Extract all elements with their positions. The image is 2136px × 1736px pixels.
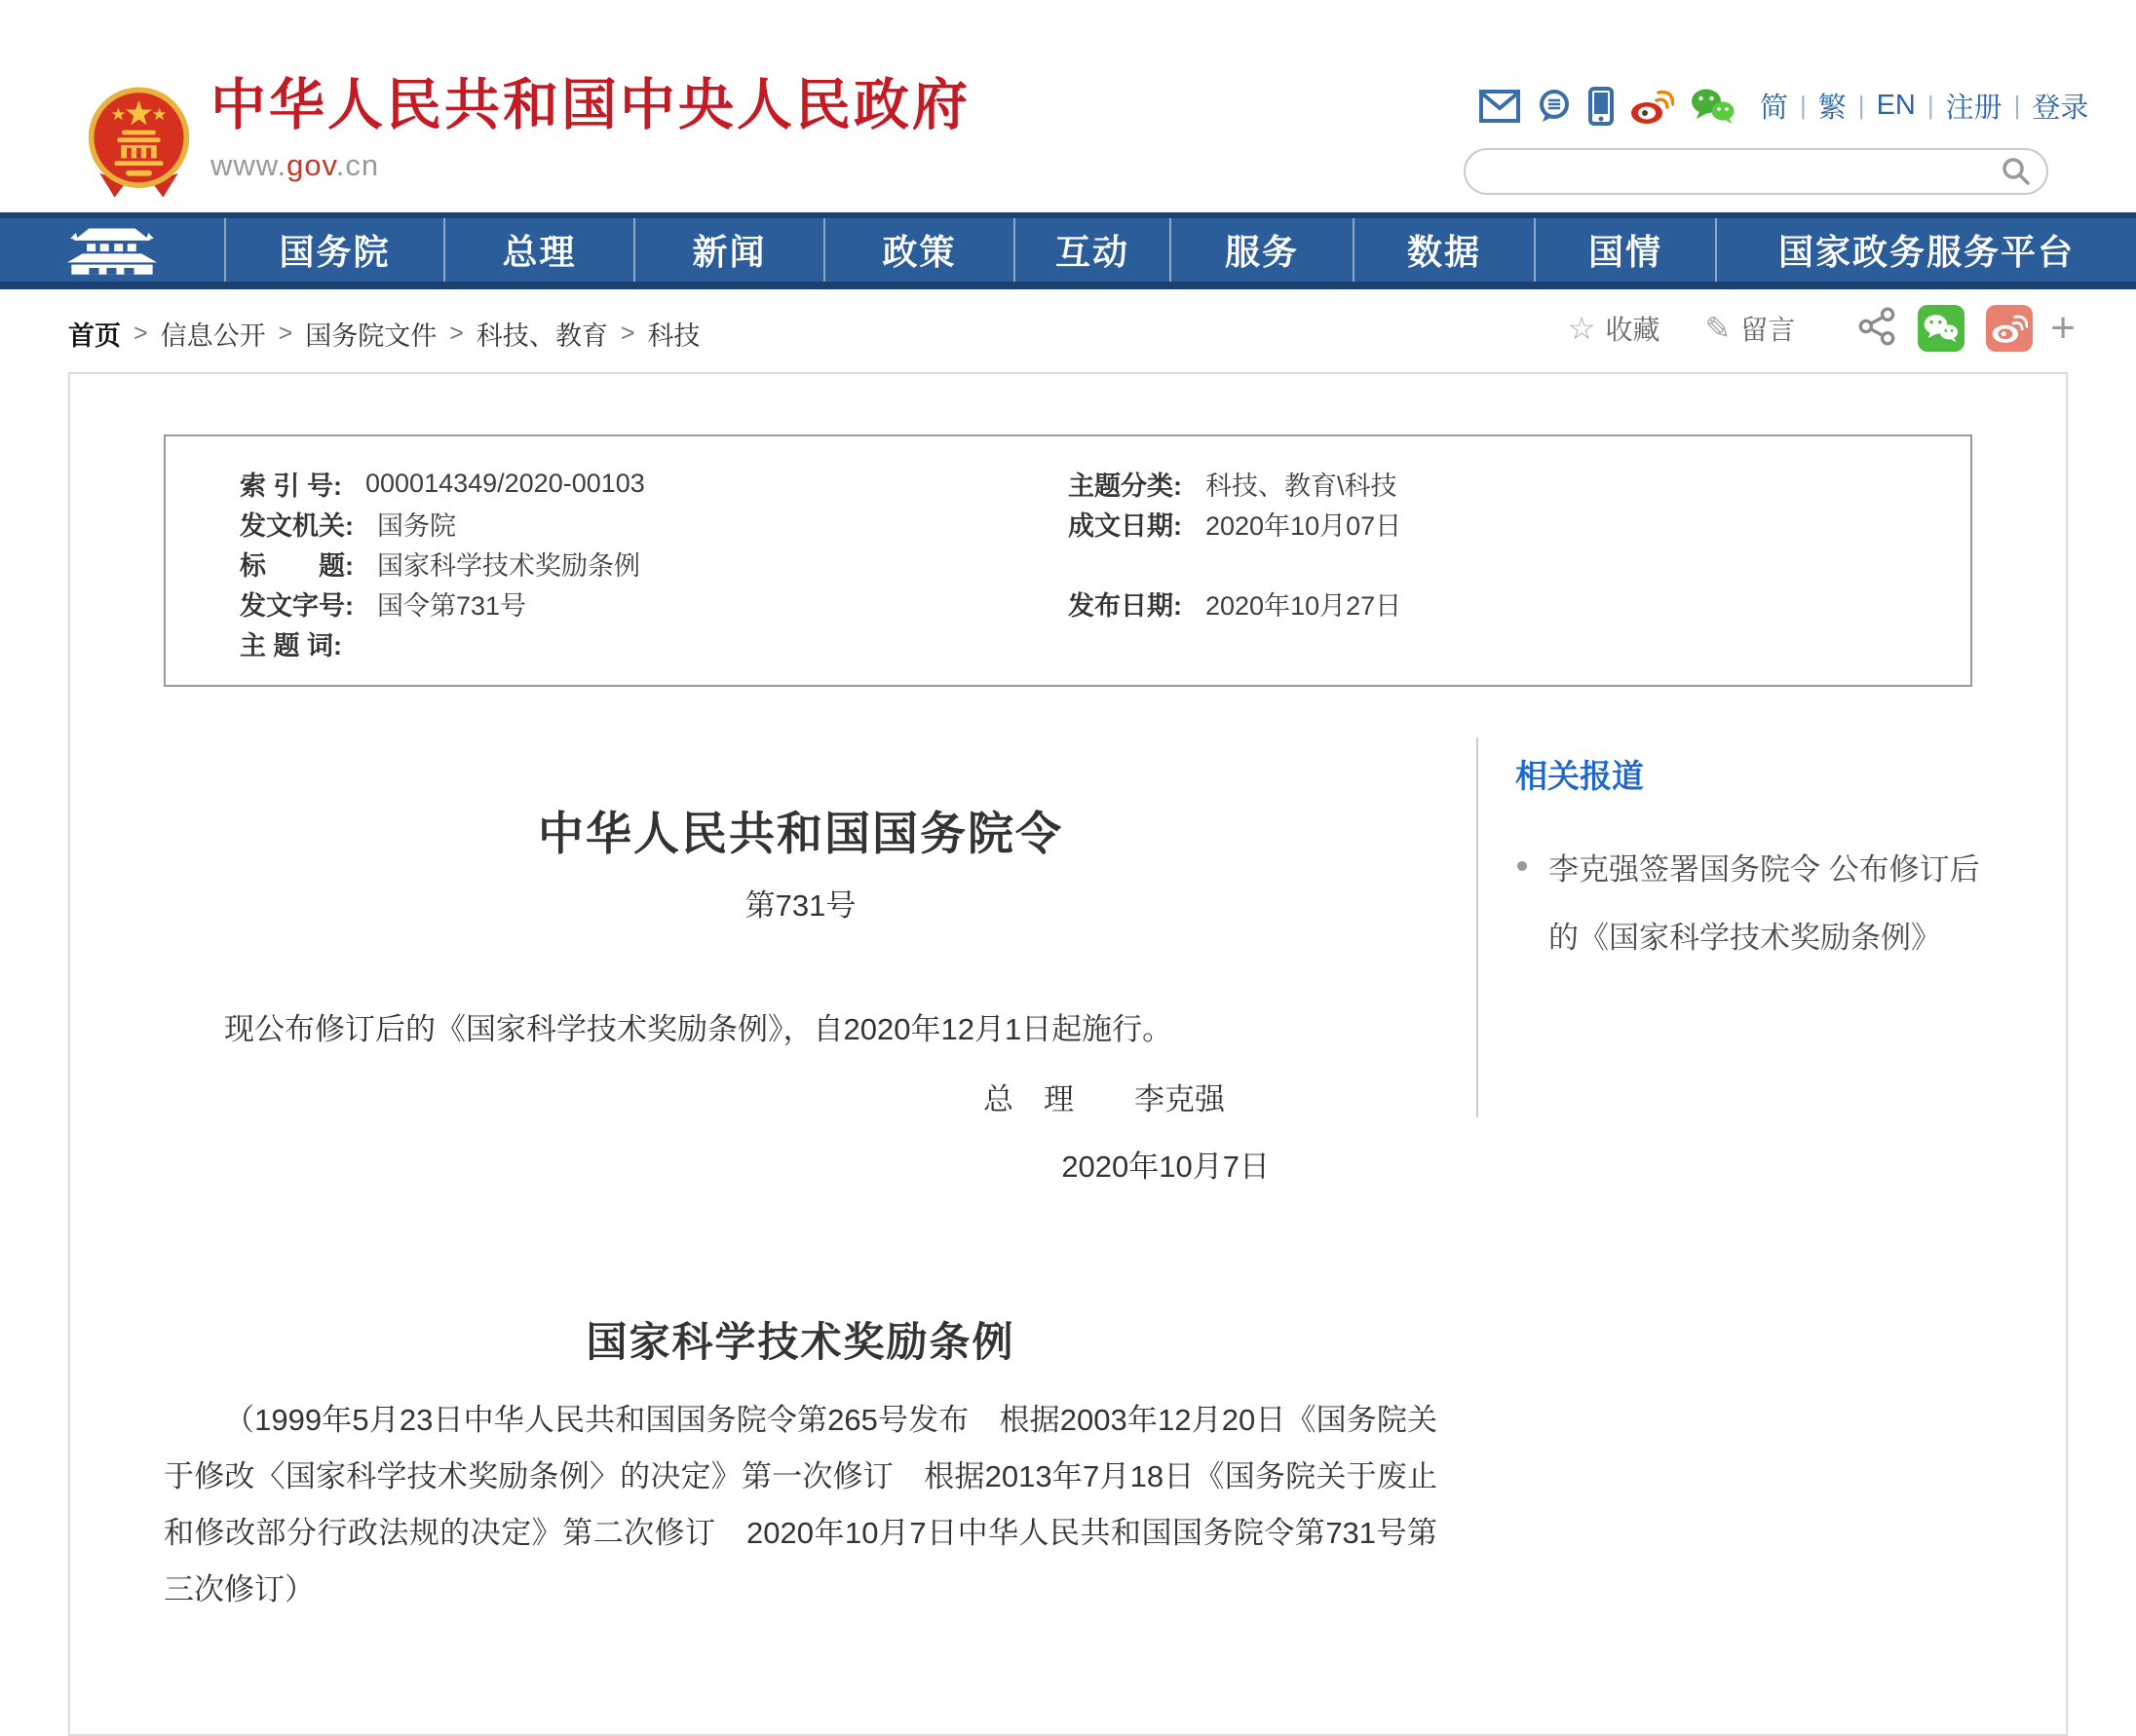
share-icon[interactable] [1857, 307, 1896, 351]
mail-icon[interactable] [1479, 90, 1520, 123]
meta-value-index-number: 000014349/2020-00103 [365, 469, 645, 498]
law-title: 国家科学技术奖励条例 [586, 1319, 1015, 1365]
decree-paragraph: 现公布修订后的《国家科学技术奖励条例》，自2020年12月1日起施行。 [224, 1012, 1173, 1046]
meta-label-issuing-agency: 发文机关: [240, 511, 354, 541]
nav-item-news[interactable]: 新闻 [633, 218, 823, 282]
mobile-phone-icon[interactable] [1588, 87, 1614, 126]
sidebar-list [1515, 836, 2002, 972]
search-input[interactable] [1489, 152, 2000, 191]
signer-line: 总 理 李克强 [983, 1082, 1225, 1116]
wechat-icon[interactable] [1690, 87, 1736, 126]
meta-label-written-date: 成文日期: [1068, 511, 1182, 541]
comment-button[interactable]: ✎ 留言 [1704, 311, 1796, 346]
share-weibo-button[interactable] [1986, 305, 2033, 352]
breadcrumb-state-council-documents[interactable]: 国务院文件 [305, 321, 438, 351]
star-icon: ☆ [1567, 311, 1596, 346]
more-share-button[interactable]: + [2050, 304, 2076, 352]
breadcrumb-sci-tech[interactable]: 科技 [647, 321, 701, 351]
sidebar-title: 相关报道 [1515, 758, 1644, 794]
meta-label-publish-date: 发布日期: [1068, 591, 1182, 621]
decree-title: 中华人民共和国国务院令 [538, 808, 1063, 859]
breadcrumb-sci-tech-education[interactable]: 科技、教育 [476, 321, 608, 351]
site-header [0, 0, 2136, 212]
meta-row [166, 464, 1970, 504]
header-quick-links [1479, 86, 2088, 126]
bullet-icon [1517, 861, 1527, 871]
meta-label-topic-category: 主题分类: [1068, 472, 1182, 501]
meta-row [166, 584, 1970, 623]
related-report-link[interactable]: 李克强签署国务院令 公布修订后的《国家科学技术奖励条例》 [1515, 836, 2002, 972]
decree-number: 第731号 [744, 888, 857, 923]
lang-simplified[interactable]: 简 [1760, 93, 1789, 124]
meta-row [166, 544, 1970, 584]
breadcrumb-home[interactable]: 首页 [68, 321, 121, 351]
breadcrumb-info-disclosure[interactable]: 信息公开 [160, 321, 266, 351]
nav-item-gov-service-platform[interactable]: 国家政务服务平台 [1715, 218, 2136, 282]
favorite-button[interactable]: ☆ 收藏 [1567, 311, 1660, 346]
site-title[interactable]: 中华人民共和国中央人民政府 [210, 74, 971, 136]
nav-item-policy[interactable]: 政策 [823, 218, 1013, 282]
breadcrumb: 首页 > 信息公开 > 国务院文件 > 科技、教育 > 科技 [68, 315, 700, 353]
search-box[interactable] [1464, 148, 2048, 195]
meta-label-index-number: 索 引 号: [240, 472, 342, 501]
breadcrumb-row [0, 289, 2136, 373]
meta-value-written-date: 2020年10月07日 [1205, 511, 1402, 541]
lang-english[interactable]: EN [1876, 90, 1916, 121]
document-meta-table [164, 434, 1972, 687]
document-content-box [68, 372, 2068, 1736]
meta-row [166, 623, 1970, 663]
main-nav [0, 212, 2136, 289]
meta-value-document-number: 国令第731号 [377, 591, 527, 621]
register-link[interactable]: 注册 [1945, 93, 2002, 124]
search-icon[interactable] [2000, 155, 2033, 188]
meta-value-topic-category: 科技、教育\科技 [1205, 472, 1397, 501]
national-emblem-icon [83, 82, 195, 207]
nav-item-services[interactable]: 服务 [1169, 218, 1353, 282]
nav-item-state-council[interactable]: 国务院 [224, 218, 443, 282]
meta-value-publish-date: 2020年10月27日 [1205, 591, 1402, 621]
law-revision-history: （1999年5月23日中华人民共和国国务院令第265号发布 根据2003年12月20日《国务院关于修改〈国家科学技术奖励条例〉的决定》第一次修订 根据2013年7月18日《国务院关于废止和修改部分行政法规的决定》第二次修订 2020年10月7日中华人民共和国国务院令第731号第三次修订） [164, 1403, 1437, 1606]
meta-value-title: 国家科学技术奖励条例 [377, 551, 640, 581]
message-bubble-icon[interactable] [1536, 89, 1573, 124]
meta-label-document-number: 发文字号: [240, 591, 354, 621]
nav-item-national-conditions[interactable]: 国情 [1534, 218, 1715, 282]
nav-item-interact[interactable]: 互动 [1013, 218, 1169, 282]
nav-home-tiananmen-icon[interactable] [0, 218, 224, 282]
lang-traditional[interactable]: 繁 [1817, 93, 1847, 124]
share-wechat-button[interactable] [1918, 305, 1964, 352]
meta-label-title: 标 题: [240, 551, 354, 581]
site-logo[interactable] [83, 60, 971, 207]
sign-date: 2020年10月7日 [1061, 1150, 1270, 1184]
nav-item-premier[interactable]: 总理 [443, 218, 633, 282]
content-sidebar-divider [1476, 737, 1478, 1117]
language-links: 简 | 繁 | EN | 注册 | 登录 [1760, 86, 2088, 126]
login-link[interactable]: 登录 [2032, 93, 2089, 124]
article-body [164, 737, 1437, 1618]
meta-label-subject-words: 主 题 词: [240, 631, 342, 660]
related-reports-sidebar [1515, 737, 2002, 1618]
weibo-icon[interactable] [1629, 87, 1674, 126]
meta-value-issuing-agency: 国务院 [377, 511, 456, 541]
meta-row [166, 504, 1970, 544]
site-url[interactable]: www.gov.cn [210, 148, 380, 182]
pencil-icon: ✎ [1704, 311, 1732, 346]
page-actions [1568, 305, 2076, 352]
nav-item-data[interactable]: 数据 [1353, 218, 1534, 282]
